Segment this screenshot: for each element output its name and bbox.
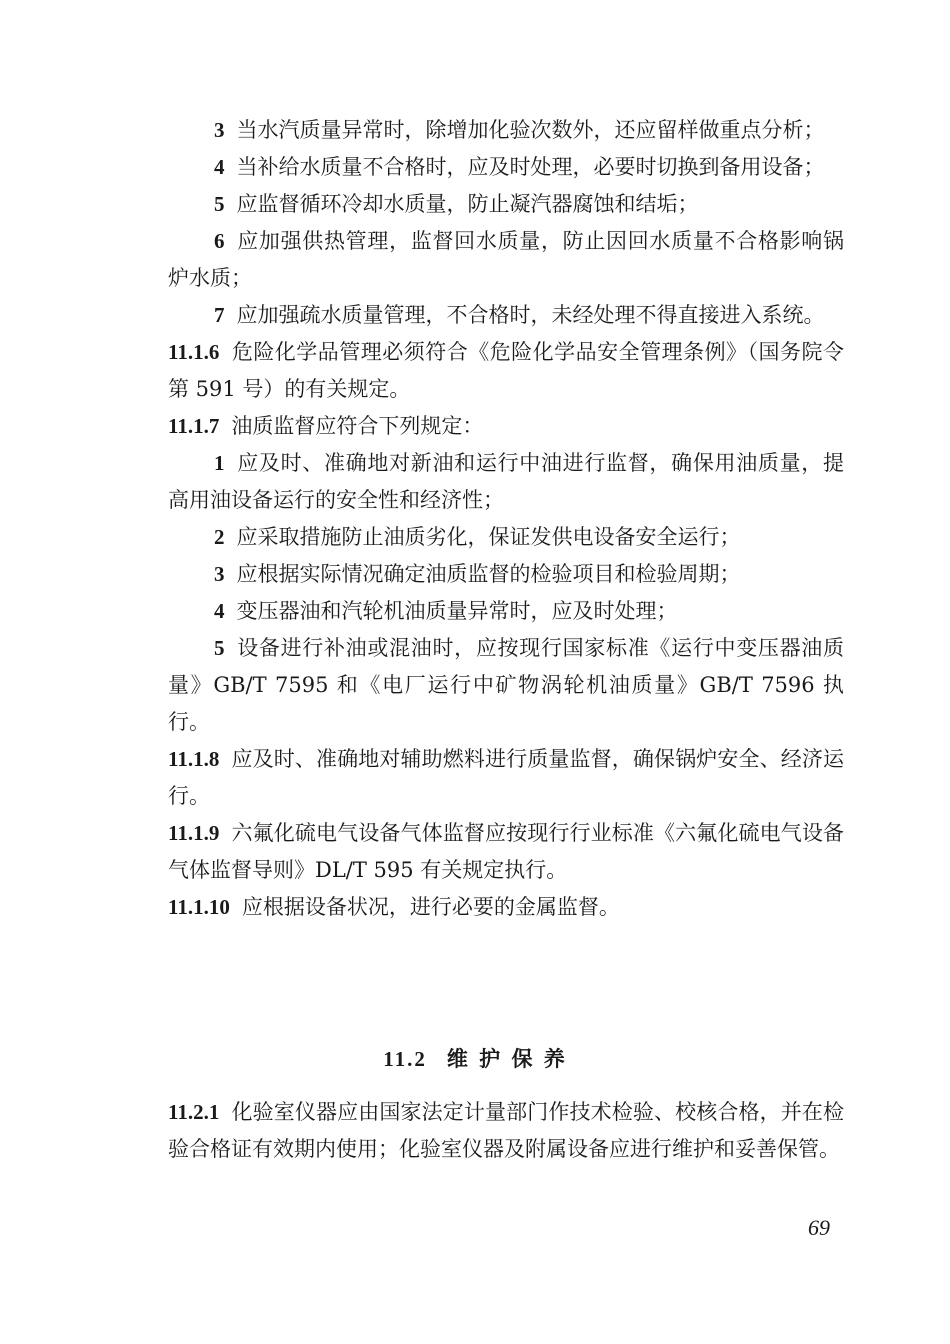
- item-number: 5: [214, 636, 225, 660]
- maintenance-clauses: [168, 1094, 844, 1168]
- list-item: [168, 112, 844, 149]
- item-text: 变压器油和汽轮机油质量异常时，应及时处理；: [236, 599, 678, 623]
- item-text: 当补给水质量不合格时，应及时处理，必要时切换到备用设备；: [236, 155, 825, 179]
- item-number: 2: [214, 525, 225, 549]
- clause-text: 应及时、准确地对辅助燃料进行质量监督，确保锅炉安全、经济运行。: [168, 747, 844, 808]
- item-text: 应监督循环冷却水质量，防止凝汽器腐蚀和结垢；: [236, 192, 699, 216]
- item-text: 设备进行补油或混油时，应按现行国家标准《运行中变压器油质量》GB/T 7595 和《电厂运行中矿物涡轮机油质量》GB/T 7596 执行。: [168, 636, 844, 734]
- list-item: [168, 519, 844, 556]
- item-number: 4: [214, 155, 225, 179]
- item-text: 应加强供热管理，监督回水质量，防止因回水质量不合格影响锅炉水质；: [168, 229, 844, 290]
- clause-number: 11.2.1: [168, 1100, 220, 1124]
- item-number: 5: [214, 192, 225, 216]
- item-number: 6: [214, 229, 225, 253]
- section-title: 维 护 保 养: [446, 1046, 567, 1071]
- clause-11-1-8: [168, 741, 844, 815]
- item-number: 4: [214, 599, 225, 623]
- clause-number: 11.1.7: [168, 414, 220, 438]
- clause-text: 危险化学品管理必须符合《危险化学品安全管理条例》（国务院令第 591 号）的有关规定。: [168, 340, 844, 401]
- item-number: 3: [214, 562, 225, 586]
- clause-11-1-7: [168, 408, 844, 445]
- list-item: [168, 149, 844, 186]
- clause-11-2-1: [168, 1094, 844, 1168]
- list-item: [168, 297, 844, 334]
- list-item: [168, 556, 844, 593]
- item-number: 1: [214, 451, 225, 475]
- list-item: [168, 593, 844, 630]
- water-steam-items: [168, 112, 844, 926]
- item-text: 应采取措施防止油质劣化，保证发供电设备安全运行；: [236, 525, 741, 549]
- clause-number: 11.1.10: [168, 895, 230, 919]
- item-text: 应及时、准确地对新油和运行中油进行监督，确保用油质量，提高用油设备运行的安全性和经济性；: [168, 451, 844, 512]
- list-item: [168, 186, 844, 223]
- clause-number: 11.1.6: [168, 340, 220, 364]
- clause-number: 11.1.8: [168, 747, 220, 771]
- item-text: 当水汽质量异常时，除增加化验次数外，还应留样做重点分析；: [236, 118, 825, 142]
- clause-text: 化验室仪器应由国家法定计量部门作技术检验、校核合格，并在检验合格证有效期内使用；化验室仪器及附属设备应进行维护和妥善保管。: [168, 1100, 844, 1161]
- clause-text: 油质监督应符合下列规定：: [231, 414, 484, 438]
- item-number: 3: [214, 118, 225, 142]
- clause-11-1-6: [168, 334, 844, 408]
- item-text: 应根据实际情况确定油质监督的检验项目和检验周期；: [236, 562, 741, 586]
- page-number: 69: [808, 1215, 830, 1240]
- clause-11-1-10: [168, 889, 844, 926]
- list-item: [168, 630, 844, 741]
- item-text: 应加强疏水质量管理，不合格时，未经处理不得直接进入系统。: [236, 303, 825, 327]
- section-heading: [0, 1040, 950, 1078]
- section-number: 11.2: [383, 1047, 427, 1071]
- clause-number: 11.1.9: [168, 821, 220, 845]
- clause-11-1-9: [168, 815, 844, 889]
- item-number: 7: [214, 303, 225, 327]
- list-item: [168, 445, 844, 519]
- list-item: [168, 223, 844, 297]
- clause-text: 六氟化硫电气设备气体监督应按现行行业标准《六氟化硫电气设备气体监督导则》DL/T 595 有关规定执行。: [168, 821, 844, 882]
- clause-text: 应根据设备状况，进行必要的金属监督。: [241, 895, 620, 919]
